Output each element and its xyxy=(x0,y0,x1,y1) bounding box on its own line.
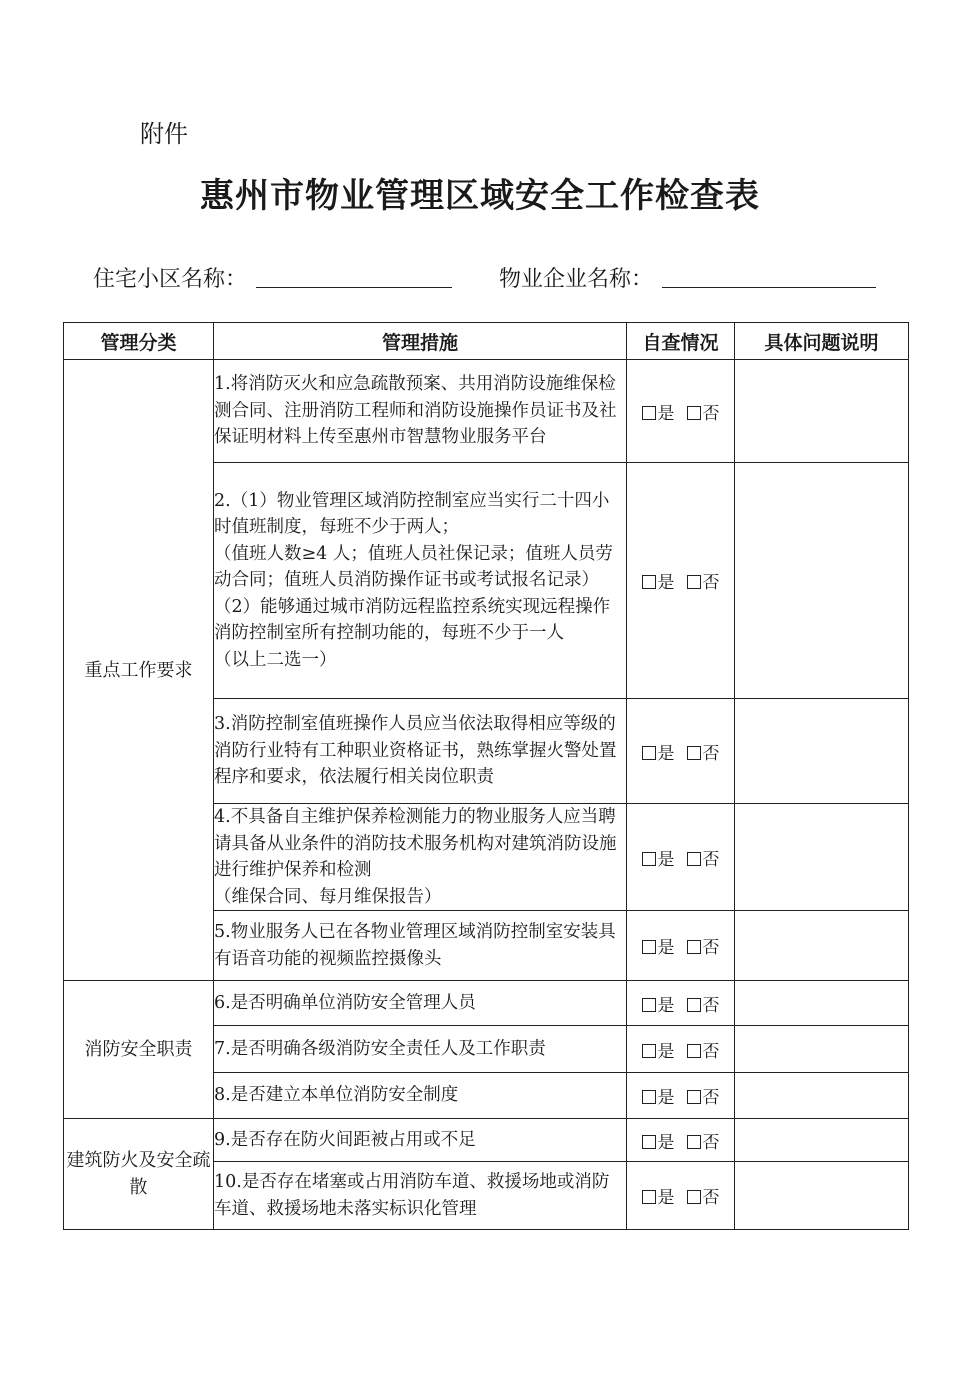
no-checkbox[interactable]: 否 xyxy=(687,1188,720,1208)
self-check-cell xyxy=(627,1162,735,1230)
issue-desc-cell[interactable] xyxy=(735,804,909,911)
measure-item xyxy=(214,463,627,699)
self-check-cell xyxy=(627,360,735,463)
company-name-label: 物业企业名称： xyxy=(499,267,654,292)
page-title: 惠州市物业管理区域安全工作检查表 xyxy=(200,176,760,216)
no-checkbox[interactable]: 否 xyxy=(687,1088,720,1108)
measure-line: 4.不具备自主维护保养检测能力的物业服务人应当聘请具备从业条件的消防技术服务机构对建筑消防设施进行维护保养和检测 xyxy=(214,807,617,880)
self-check-cell xyxy=(627,463,735,699)
attachment-label: 附件 xyxy=(140,120,188,148)
measure-line: （值班人数≥4 人；值班人员社保记录；值班人员劳动合同；值班人员消防操作证书或考试报名记录） xyxy=(214,543,613,591)
no-checkbox[interactable]: 否 xyxy=(687,1133,720,1153)
issue-desc-cell[interactable] xyxy=(735,699,909,804)
header-measure: 管理措施 xyxy=(214,323,627,360)
measure-item: 1.将消防灭火和应急疏散预案、共用消防设施维保检测合同、注册消防工程师和消防设施操作员证书及社保证明材料上传至惠州市智慧物业服务平台 xyxy=(214,360,627,463)
header-self-check: 自查情况 xyxy=(627,323,735,360)
table-header xyxy=(64,323,909,360)
header-category: 管理分类 xyxy=(64,323,214,360)
measure-line: （维保合同、每月维保报告） xyxy=(214,886,442,907)
yes-checkbox[interactable]: 是 xyxy=(642,996,675,1016)
self-check-cell xyxy=(627,1073,735,1119)
self-check-cell xyxy=(627,911,735,981)
self-check-cell xyxy=(627,699,735,804)
measure-line: 2.（1）物业管理区域消防控制室应当实行二十四小时值班制度，每班不少于两人； xyxy=(214,490,610,538)
issue-desc-cell[interactable] xyxy=(735,1026,909,1073)
issue-desc-cell[interactable] xyxy=(735,360,909,463)
yes-checkbox[interactable]: 是 xyxy=(642,850,675,870)
measure-line: （2）能够通过城市消防远程监控系统实现远程操作消防控制室所有控制功能的，每班不少于一人 xyxy=(214,596,611,644)
issue-desc-cell[interactable] xyxy=(735,1162,909,1230)
measure-item: 5.物业服务人已在各物业管理区域消防控制室安装具有语音功能的视频监控摄像头 xyxy=(214,911,627,981)
yes-checkbox[interactable]: 是 xyxy=(642,1188,675,1208)
issue-desc-cell[interactable] xyxy=(735,1073,909,1119)
yes-checkbox[interactable]: 是 xyxy=(642,573,675,593)
residential-name-field[interactable] xyxy=(256,287,452,288)
measure-item: 7.是否明确各级消防安全责任人及工作职责 xyxy=(214,1026,627,1073)
measure-item: 6.是否明确单位消防安全管理人员 xyxy=(214,981,627,1026)
yes-checkbox[interactable]: 是 xyxy=(642,1042,675,1062)
self-check-cell xyxy=(627,804,735,911)
table-row xyxy=(64,1119,909,1162)
inspection-table xyxy=(63,322,909,1230)
measure-item: 9.是否存在防火间距被占用或不足 xyxy=(214,1119,627,1162)
self-check-cell xyxy=(627,1026,735,1073)
no-checkbox[interactable]: 否 xyxy=(687,573,720,593)
no-checkbox[interactable]: 否 xyxy=(687,404,720,424)
measure-item: 3.消防控制室值班操作人员应当依法取得相应等级的消防行业特有工种职业资格证书，熟练掌握火警处置程序和要求，依法履行相关岗位职责 xyxy=(214,699,627,804)
issue-desc-cell[interactable] xyxy=(735,463,909,699)
header-issue-desc: 具体问题说明 xyxy=(735,323,909,360)
category-fire-duty: 消防安全职责 xyxy=(64,981,214,1119)
self-check-cell xyxy=(627,1119,735,1162)
issue-desc-cell[interactable] xyxy=(735,911,909,981)
no-checkbox[interactable]: 否 xyxy=(687,744,720,764)
issue-desc-cell[interactable] xyxy=(735,1119,909,1162)
yes-checkbox[interactable]: 是 xyxy=(642,744,675,764)
yes-checkbox[interactable]: 是 xyxy=(642,404,675,424)
measure-line: （以上二选一） xyxy=(214,649,337,670)
no-checkbox[interactable]: 否 xyxy=(687,938,720,958)
no-checkbox[interactable]: 否 xyxy=(687,1042,720,1062)
no-checkbox[interactable]: 否 xyxy=(687,850,720,870)
category-key-requirements: 重点工作要求 xyxy=(64,360,214,981)
category-building-evacuation: 建筑防火及安全疏散 xyxy=(64,1119,214,1230)
yes-checkbox[interactable]: 是 xyxy=(642,938,675,958)
table-row xyxy=(64,981,909,1026)
no-checkbox[interactable]: 否 xyxy=(687,996,720,1016)
company-name-field[interactable] xyxy=(662,287,876,288)
self-check-cell xyxy=(627,981,735,1026)
issue-desc-cell[interactable] xyxy=(735,981,909,1026)
table-row xyxy=(64,360,909,463)
measure-item xyxy=(214,804,627,911)
measure-item: 10.是否存在堵塞或占用消防车道、救援场地或消防车道、救援场地未落实标识化管理 xyxy=(214,1162,627,1230)
yes-checkbox[interactable]: 是 xyxy=(642,1133,675,1153)
measure-item: 8.是否建立本单位消防安全制度 xyxy=(214,1073,627,1119)
residential-name-label: 住宅小区名称： xyxy=(93,267,248,292)
yes-checkbox[interactable]: 是 xyxy=(642,1088,675,1108)
